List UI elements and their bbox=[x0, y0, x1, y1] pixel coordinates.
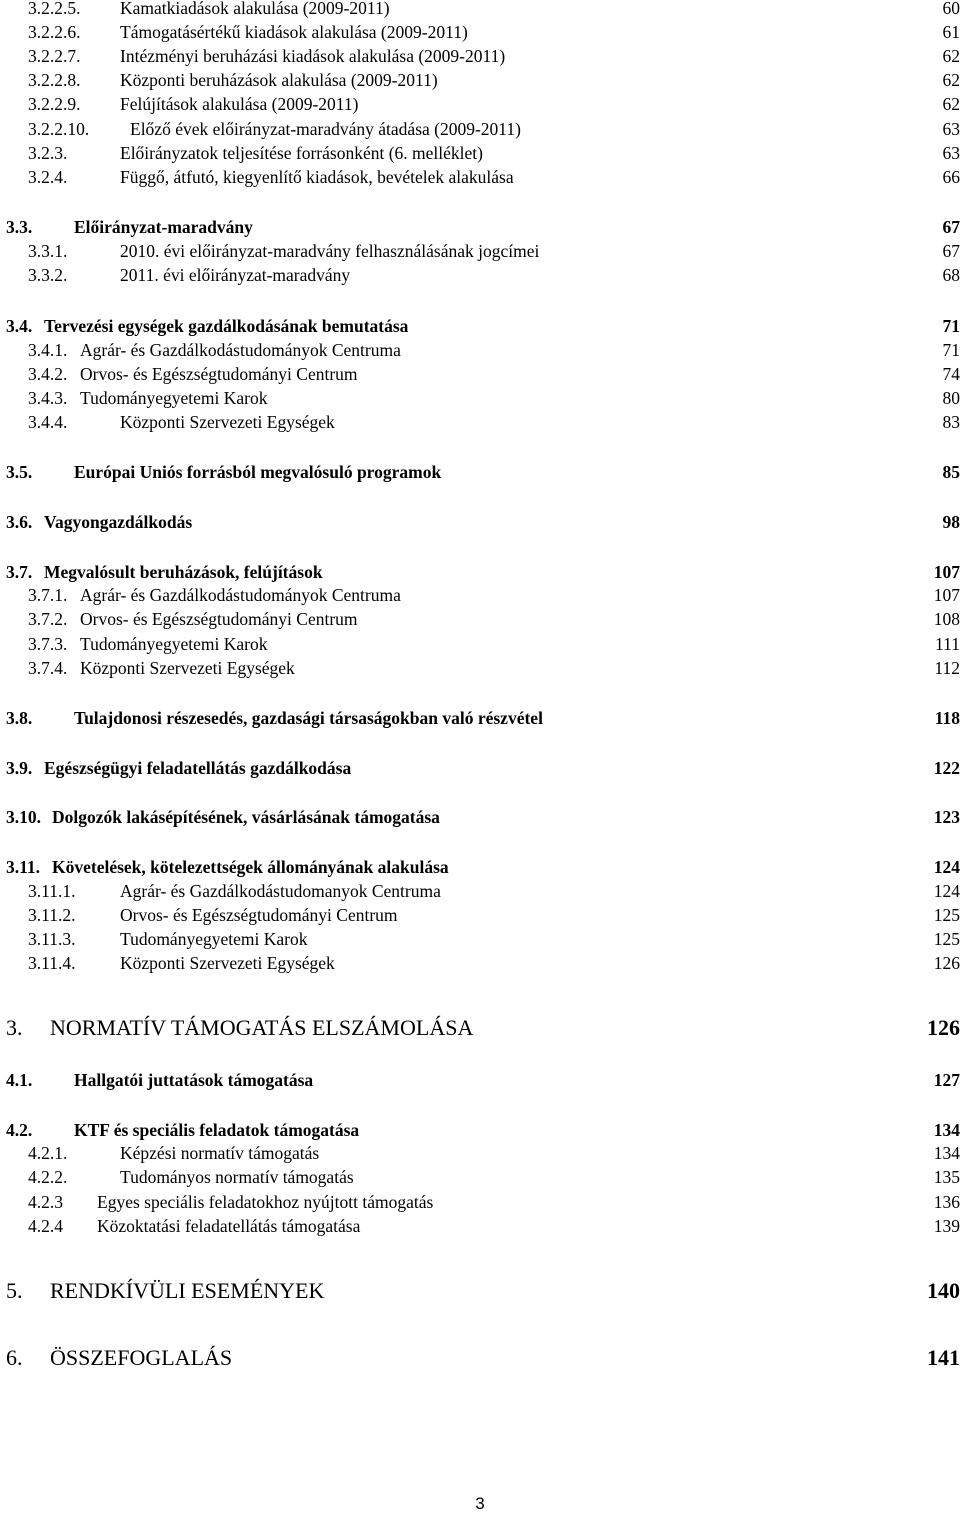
toc-page: 118 bbox=[934, 708, 960, 728]
toc-page: 98 bbox=[942, 512, 960, 532]
toc-number: 3.4. bbox=[6, 316, 33, 336]
toc-entry[interactable] bbox=[0, 633, 960, 655]
toc-page: 62 bbox=[942, 70, 960, 90]
toc-entry[interactable] bbox=[0, 1166, 960, 1188]
toc-page: 85 bbox=[942, 462, 960, 482]
toc-page: 135 bbox=[933, 1167, 960, 1187]
toc-title: Támogatásértékű kiadások alakulása (2009-2011) bbox=[120, 22, 468, 42]
toc-section[interactable] bbox=[0, 216, 960, 238]
toc-page: 141 bbox=[927, 1345, 960, 1370]
toc-page: 139 bbox=[933, 1216, 960, 1236]
toc-title: Agrár- és Gazdálkodástudomanyok Centruma bbox=[120, 881, 441, 901]
toc-section[interactable] bbox=[0, 1069, 960, 1091]
toc-entry[interactable] bbox=[0, 608, 960, 630]
toc-entry[interactable] bbox=[0, 880, 960, 902]
toc-number: 3.11.4. bbox=[28, 953, 76, 973]
toc-entry[interactable] bbox=[0, 264, 960, 286]
toc-number: 3.11. bbox=[6, 857, 41, 877]
toc-chapter[interactable] bbox=[0, 1014, 960, 1042]
toc-number: 3.11.2. bbox=[28, 905, 76, 925]
toc-title: Orvos- és Egészségtudományi Centrum bbox=[80, 364, 358, 384]
toc-page: 126 bbox=[933, 953, 960, 973]
toc-page: 83 bbox=[942, 412, 960, 432]
toc-entry[interactable] bbox=[0, 69, 960, 91]
toc-title: Előirányzat-maradvány bbox=[74, 217, 253, 237]
toc-number: 3.2.2.5. bbox=[28, 0, 81, 18]
toc-title: Intézményi beruházási kiadások alakulása (2009-2011) bbox=[120, 46, 506, 66]
toc-title: Tulajdonosi részesedés, gazdasági társaságokban való részvétel bbox=[74, 708, 543, 728]
toc-page: 71 bbox=[942, 316, 960, 336]
toc-title: KTF és speciális feladatok támogatása bbox=[74, 1120, 360, 1140]
toc-page: 124 bbox=[933, 857, 960, 877]
toc-page: 71 bbox=[942, 340, 960, 360]
toc-section[interactable] bbox=[0, 461, 960, 483]
toc-page: 108 bbox=[933, 609, 960, 629]
toc-page: 112 bbox=[934, 658, 960, 678]
toc-page: 63 bbox=[942, 119, 960, 139]
toc-number: 3.2.2.10. bbox=[28, 119, 90, 139]
toc-number: 3.3.1. bbox=[28, 241, 68, 261]
toc-page: 60 bbox=[942, 0, 960, 18]
toc-title: Előző évek előirányzat-maradvány átadása (2009-2011) bbox=[130, 119, 521, 139]
page-number: 3 bbox=[475, 1494, 485, 1513]
toc-section[interactable] bbox=[0, 757, 960, 779]
toc-page: 134 bbox=[933, 1143, 960, 1163]
toc-title: RENDKÍVÜLI ESEMÉNYEK bbox=[50, 1278, 325, 1303]
toc-number: 3.2.3. bbox=[28, 143, 68, 163]
toc-page: 127 bbox=[933, 1070, 960, 1090]
toc-entry[interactable] bbox=[0, 657, 960, 679]
toc-title: 2011. évi előirányzat-maradvány bbox=[120, 265, 351, 285]
toc-entry[interactable] bbox=[0, 584, 960, 606]
toc-number: 6. bbox=[6, 1345, 23, 1370]
toc-title: Megvalósult beruházások, felújítások bbox=[44, 562, 323, 582]
toc-title: Függő, átfutó, kiegyenlítő kiadások, bevételek alakulása bbox=[120, 167, 514, 187]
toc-title: Központi beruházások alakulása (2009-2011) bbox=[120, 70, 438, 90]
toc-section[interactable] bbox=[0, 315, 960, 337]
toc-entry[interactable] bbox=[0, 952, 960, 974]
toc-title: Egészségügyi feladatellátás gazdálkodása bbox=[44, 758, 352, 778]
toc-title: ÖSSZEFOGLALÁS bbox=[50, 1345, 233, 1370]
toc-title: Agrár- és Gazdálkodástudományok Centruma bbox=[80, 340, 401, 360]
toc-entry[interactable] bbox=[0, 93, 960, 115]
toc-title: Közoktatási feladatellátás támogatása bbox=[97, 1216, 361, 1236]
toc-number: 3.8. bbox=[6, 708, 33, 728]
toc-entry[interactable] bbox=[0, 166, 960, 188]
toc-title: Tudományegyetemi Karok bbox=[120, 929, 308, 949]
toc-number: 4.2.4 bbox=[28, 1216, 63, 1236]
toc-page: 61 bbox=[942, 22, 960, 42]
toc-title: Agrár- és Gazdálkodástudományok Centruma bbox=[80, 585, 401, 605]
toc-page: 80 bbox=[942, 388, 960, 408]
toc-section[interactable] bbox=[0, 511, 960, 533]
toc-page: 124 bbox=[933, 881, 960, 901]
toc-page: 68 bbox=[942, 265, 960, 285]
toc-title: Tudományos normatív támogatás bbox=[120, 1167, 354, 1187]
toc-title: Európai Uniós forrásból megvalósuló programok bbox=[74, 462, 442, 482]
toc-page: 125 bbox=[933, 929, 960, 949]
toc-section[interactable] bbox=[0, 561, 960, 583]
toc-title: Központi Szervezeti Egységek bbox=[80, 658, 295, 678]
toc-chapter[interactable] bbox=[0, 1344, 960, 1372]
toc-title: Kamatkiadások alakulása (2009-2011) bbox=[120, 0, 390, 18]
toc-page: 62 bbox=[942, 94, 960, 114]
toc-page: 74 bbox=[942, 364, 960, 384]
toc-title: Felújítások alakulása (2009-2011) bbox=[120, 94, 359, 114]
toc-number: 3.2.2.7. bbox=[28, 46, 81, 66]
toc-number: 3.7.1. bbox=[28, 585, 68, 605]
toc-page: 136 bbox=[933, 1192, 960, 1212]
toc-entry[interactable] bbox=[0, 0, 960, 19]
toc-entry[interactable] bbox=[0, 142, 960, 164]
toc-page: 66 bbox=[942, 167, 960, 187]
toc-section[interactable] bbox=[0, 707, 960, 729]
toc-title: Tervezési egységek gazdálkodásának bemutatása bbox=[44, 316, 409, 336]
toc-title: Orvos- és Egészségtudományi Centrum bbox=[80, 609, 358, 629]
toc-page: 140 bbox=[927, 1278, 960, 1303]
toc-number: 4.2.2. bbox=[28, 1167, 68, 1187]
toc-page: 126 bbox=[927, 1015, 960, 1040]
toc-entry[interactable] bbox=[0, 339, 960, 361]
toc-title: Vagyongazdálkodás bbox=[44, 512, 193, 532]
toc-entry[interactable] bbox=[0, 45, 960, 67]
toc-entry[interactable] bbox=[0, 363, 960, 385]
toc-number: 3.4.4. bbox=[28, 412, 68, 432]
toc-number: 3.7.4. bbox=[28, 658, 68, 678]
toc-entry[interactable] bbox=[0, 240, 960, 262]
toc-entry[interactable] bbox=[0, 1142, 960, 1164]
toc-number: 3.9. bbox=[6, 758, 33, 778]
toc-entry[interactable] bbox=[0, 1191, 960, 1213]
toc-entry[interactable] bbox=[0, 1215, 960, 1237]
toc-page: 107 bbox=[933, 585, 960, 605]
toc-number: 3.2.2.8. bbox=[28, 70, 81, 90]
toc-page: 122 bbox=[933, 758, 960, 778]
toc-section[interactable] bbox=[0, 856, 960, 878]
toc-page: 125 bbox=[933, 905, 960, 925]
toc-title: Egyes speciális feladatokhoz nyújtott támogatás bbox=[97, 1192, 434, 1212]
toc-page: 67 bbox=[942, 217, 960, 237]
toc-number: 3.7. bbox=[6, 562, 33, 582]
toc-number: 4.2. bbox=[6, 1120, 33, 1140]
toc-number: 3.7.2. bbox=[28, 609, 68, 629]
toc-number: 3.3.2. bbox=[28, 265, 68, 285]
toc-number: 3.5. bbox=[6, 462, 33, 482]
toc-number: 3.2.4. bbox=[28, 167, 68, 187]
toc-entry[interactable] bbox=[0, 411, 960, 433]
toc-title: Tudományegyetemi Karok bbox=[80, 388, 268, 408]
toc-page: 111 bbox=[935, 634, 960, 654]
toc-number: 3.6. bbox=[6, 512, 33, 532]
toc-number: 3.2.2.9. bbox=[28, 94, 81, 114]
toc-title: 2010. évi előirányzat-maradvány felhasználásának jogcímei bbox=[120, 241, 540, 261]
toc-title: Központi Szervezeti Egységek bbox=[120, 953, 335, 973]
toc-title: Dolgozók lakásépítésének, vásárlásának támogatása bbox=[52, 807, 440, 827]
toc-number: 4.1. bbox=[6, 1070, 33, 1090]
toc-title: Orvos- és Egészségtudományi Centrum bbox=[120, 905, 398, 925]
toc-number: 3.11.3. bbox=[28, 929, 76, 949]
toc-number: 3. bbox=[6, 1015, 23, 1040]
toc-section[interactable] bbox=[0, 806, 960, 828]
toc-entry[interactable] bbox=[0, 904, 960, 926]
toc-page: 107 bbox=[933, 562, 960, 582]
toc-number: 3.10. bbox=[6, 807, 41, 827]
toc-page: 134 bbox=[933, 1120, 960, 1140]
toc-title: Tudományegyetemi Karok bbox=[80, 634, 268, 654]
toc-title: Előirányzatok teljesítése forrásonként (6. melléklet) bbox=[120, 143, 483, 163]
toc-number: 4.2.3 bbox=[28, 1192, 63, 1212]
toc-number: 3.11.1. bbox=[28, 881, 76, 901]
toc-title: Hallgatói juttatások támogatása bbox=[74, 1070, 314, 1090]
toc-chapter[interactable] bbox=[0, 1277, 960, 1305]
toc-page: 123 bbox=[933, 807, 960, 827]
toc-title: Központi Szervezeti Egységek bbox=[120, 412, 335, 432]
toc-number: 4.2.1. bbox=[28, 1143, 68, 1163]
toc-entry[interactable] bbox=[0, 928, 960, 950]
toc-number: 3.4.1. bbox=[28, 340, 68, 360]
toc-number: 3.7.3. bbox=[28, 634, 68, 654]
toc-number: 3.3. bbox=[6, 217, 33, 237]
toc-section[interactable] bbox=[0, 1119, 960, 1141]
toc-number: 3.4.3. bbox=[28, 388, 68, 408]
toc-number: 5. bbox=[6, 1278, 23, 1303]
toc-entry[interactable] bbox=[0, 21, 960, 43]
toc-title: NORMATÍV TÁMOGATÁS ELSZÁMOLÁSA bbox=[50, 1015, 474, 1040]
toc-entry[interactable] bbox=[0, 118, 960, 140]
toc-page: 62 bbox=[942, 46, 960, 66]
toc-title: Követelések, kötelezettségek állományának alakulása bbox=[52, 857, 449, 877]
toc-page: 67 bbox=[942, 241, 960, 261]
toc-entry[interactable] bbox=[0, 387, 960, 409]
toc-title: Képzési normatív támogatás bbox=[120, 1143, 320, 1163]
toc-number: 3.4.2. bbox=[28, 364, 68, 384]
toc-page: 63 bbox=[942, 143, 960, 163]
toc-number: 3.2.2.6. bbox=[28, 22, 81, 42]
